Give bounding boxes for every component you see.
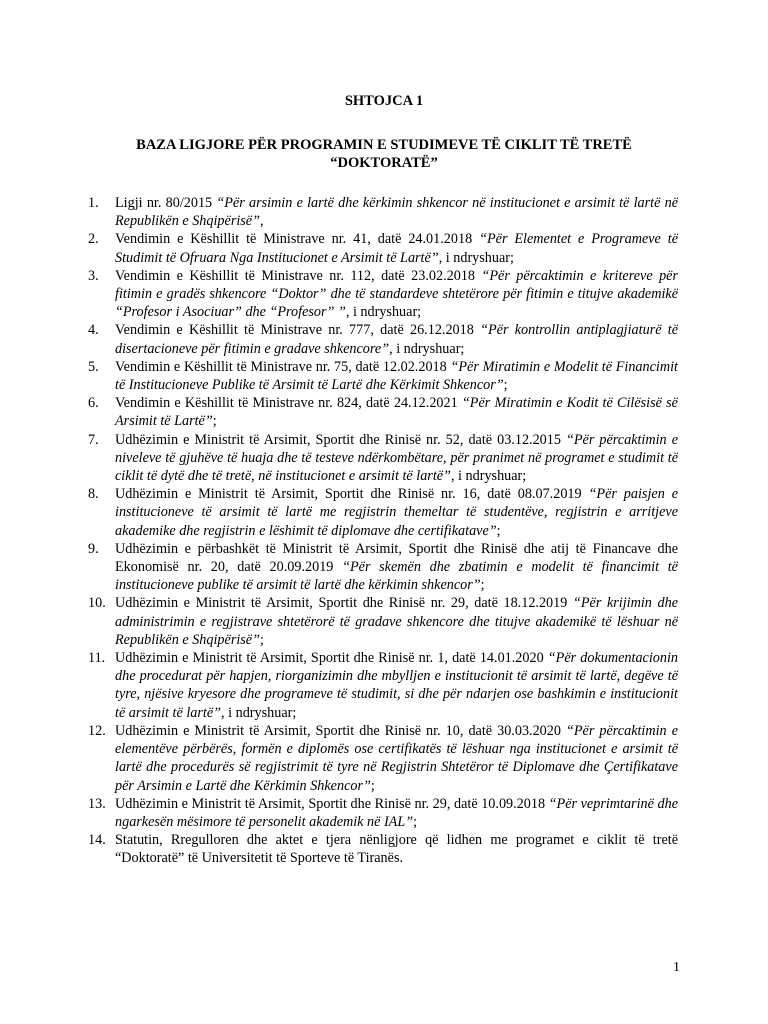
item-title: “Për dokumentacionin dhe procedurat për hapjen, riorganizimin dhe mbylljen e institucionit të arsimit të lartë, degëve të tyre, njësive kryesore dhe programeve të studimit, si dhe për ndarjen ose bashkimin e institucionit të arsimit të lartë” bbox=[115, 650, 678, 721]
item-suffix: ; bbox=[370, 777, 375, 794]
item-text: Udhëzimin e Ministrit të Arsimit, Sportit dhe Rinisë nr. 1, datë 14.01.2020 bbox=[115, 650, 548, 667]
item-suffix: ; bbox=[212, 413, 217, 430]
item-title: “Për përcaktimin e elementëve përbërës, formën e diplomës ose certifikatës të lëshuar nga institucionet e arsimit të lartë dhe procedurës së regjistrimit të tyre në Regjistrin Shtetëror të Diplomave dhe Çertifikatave për Arsimin e Lartë dhe Kërkimin Shkencor” bbox=[115, 722, 678, 794]
list-item bbox=[88, 649, 678, 722]
item-title: “Për përcaktimin e niveleve të gjuhëve të huaja dhe të testeve ndërkombëtare, për pranimet në programet e studimit të ciklit të dytë dhe të tretë, në institucionet e arsimit të lartë” bbox=[115, 431, 678, 485]
item-text: Vendimin e Këshillit të Ministrave nr. 112, datë 23.02.2018 bbox=[115, 267, 482, 284]
heading-line-1: BAZA LIGJORE PËR PROGRAMIN E STUDIMEVE TË CIKLIT TË TRETË bbox=[136, 137, 632, 153]
item-suffix: , bbox=[260, 213, 264, 230]
item-title: “Për paisjen e institucioneve të arsimit të lartë me regjistrin themeltar të studentëve, regjistrin e arritjeve akademike dhe regjistrin e lëshimit të diplomave dhe certifikatave” bbox=[115, 486, 679, 539]
item-number: 5. bbox=[88, 358, 99, 375]
item-text: Udhëzimin e Ministrit të Arsimit, Sportit dhe Rinisë nr. 16, datë 08.07.2019 bbox=[115, 486, 589, 503]
list-item bbox=[88, 795, 678, 831]
list-item bbox=[88, 831, 678, 867]
item-title: “Për krijimin dhe administrimin e regjistrave shtetërorë të gradave shkencore dhe titujve akademikë të lëshuar në Republikën e Shqipërisë” bbox=[115, 595, 678, 648]
item-suffix: ; bbox=[503, 377, 508, 394]
list-item bbox=[88, 594, 678, 649]
item-number: 9. bbox=[88, 540, 99, 557]
item-number: 10. bbox=[88, 595, 106, 612]
document-heading bbox=[0, 136, 768, 172]
item-suffix: ; bbox=[260, 631, 264, 648]
list-item bbox=[88, 230, 678, 266]
item-number: 1. bbox=[88, 195, 99, 211]
item-title: “Për veprimtarinë dhe ngarkesën mësimore të personelit akademik në IAL” bbox=[115, 795, 678, 830]
list-item bbox=[88, 485, 678, 540]
item-text: Vendimin e Këshillit të Ministrave nr. 777, datë 26.12.2018 bbox=[115, 322, 481, 339]
list-item bbox=[88, 321, 678, 357]
item-number: 2. bbox=[88, 231, 99, 248]
item-title: “Për kontrollin antiplagjiaturë të disertacioneve për fitimin e gradave shkencore” bbox=[115, 322, 678, 357]
annex-title: SHTOJCA 1 bbox=[344, 93, 424, 109]
item-number: 12. bbox=[88, 722, 106, 739]
item-suffix: , i ndryshuar; bbox=[345, 304, 422, 321]
item-title: “Për Miratimin e Kodit të Cilësisë së Arsimit të Lartë” bbox=[115, 395, 678, 430]
legal-basis-list bbox=[88, 194, 678, 868]
item-text: Statutin, Rregulloren dhe aktet e tjera nënligjore që lidhen me programet e ciklit të tretë “Doktoratë” të Universitetit të Sporteve të Tiranës. bbox=[115, 832, 678, 867]
item-text: Udhëzimin e Ministrit të Arsimit, Sportit dhe Rinisë nr. 52, datë 03.12.2015 bbox=[115, 431, 566, 448]
item-number: 6. bbox=[88, 395, 99, 412]
item-text: Vendimin e Këshillit të Ministrave nr. 824, datë 24.12.2021 bbox=[115, 395, 462, 412]
item-text: Udhëzimin e Ministrit të Arsimit, Sportit dhe Rinisë nr. 29, datë 10.09.2018 bbox=[115, 795, 549, 812]
item-suffix: ; bbox=[480, 577, 485, 594]
item-suffix: ; bbox=[496, 522, 501, 539]
item-text: Vendimin e Këshillit të Ministrave nr. 75, datë 12.02.2018 bbox=[115, 358, 451, 375]
item-title: “Për skemën dhe zbatimin e modelit të financimit të institucioneve publike të arsimit të lartë dhe kërkimin shkencor” bbox=[115, 559, 678, 594]
item-suffix: , i ndryshuar; bbox=[221, 704, 297, 721]
item-title: “Për përcaktimin e kritereve për fitimin e gradës shkencore “Doktor” dhe të standardeve shtetërore për fitimin e titujve akademikë “Profesor i Asociuar” dhe “Profesor” ” bbox=[115, 267, 678, 321]
list-item bbox=[88, 194, 678, 230]
item-text: Udhëzimin e Ministrit të Arsimit, Sportit dhe Rinisë nr. 10, datë 30.03.2020 bbox=[115, 722, 566, 739]
item-suffix: ; bbox=[413, 813, 418, 830]
item-title: “Për Elementet e Programeve të Studimit të Ofruara Nga Institucionet e Arsimit të Lartë” bbox=[115, 231, 678, 266]
item-number: 7. bbox=[88, 431, 99, 448]
item-title: “Për Miratimin e Modelit të Financimit të Institucioneve Publike të Arsimit të Lartë dhe Kërkimit Shkencor” bbox=[115, 358, 678, 394]
page-number: 1 bbox=[673, 960, 680, 975]
list-item bbox=[88, 722, 678, 795]
item-text: Udhëzimin e Ministrit të Arsimit, Sportit dhe Rinisë nr. 29, datë 18.12.2019 bbox=[115, 595, 573, 612]
item-suffix: , i ndryshuar; bbox=[438, 249, 514, 266]
item-suffix: , i ndryshuar; bbox=[450, 468, 527, 485]
item-number: 3. bbox=[88, 267, 99, 284]
item-number: 14. bbox=[88, 832, 106, 849]
list-item bbox=[88, 394, 678, 430]
list-item bbox=[88, 358, 678, 394]
item-text: Vendimin e Këshillit të Ministrave nr. 41, datë 24.01.2018 bbox=[115, 231, 480, 248]
list-item bbox=[88, 267, 678, 322]
item-title: “Për arsimin e lartë dhe kërkimin shkencor në institucionet e arsimit të lartë në Republikën e Shqipërisë” bbox=[115, 195, 679, 230]
item-text: Ligji nr. 80/2015 bbox=[115, 195, 217, 211]
heading-line-2: “DOKTORATË” bbox=[330, 155, 438, 171]
item-number: 11. bbox=[88, 650, 106, 667]
item-suffix: , i ndryshuar; bbox=[389, 340, 465, 357]
item-number: 8. bbox=[88, 486, 99, 503]
list-item bbox=[88, 431, 678, 486]
list-item bbox=[88, 540, 678, 595]
item-number: 13. bbox=[88, 795, 106, 812]
item-number: 4. bbox=[88, 322, 99, 339]
item-text: Udhëzimin e përbashkët të Ministrit të Arsimit, Sportit dhe Rinisë dhe atij të Financave dhe Ekonomisë nr. 20, datë 20.09.2019 bbox=[115, 540, 678, 576]
